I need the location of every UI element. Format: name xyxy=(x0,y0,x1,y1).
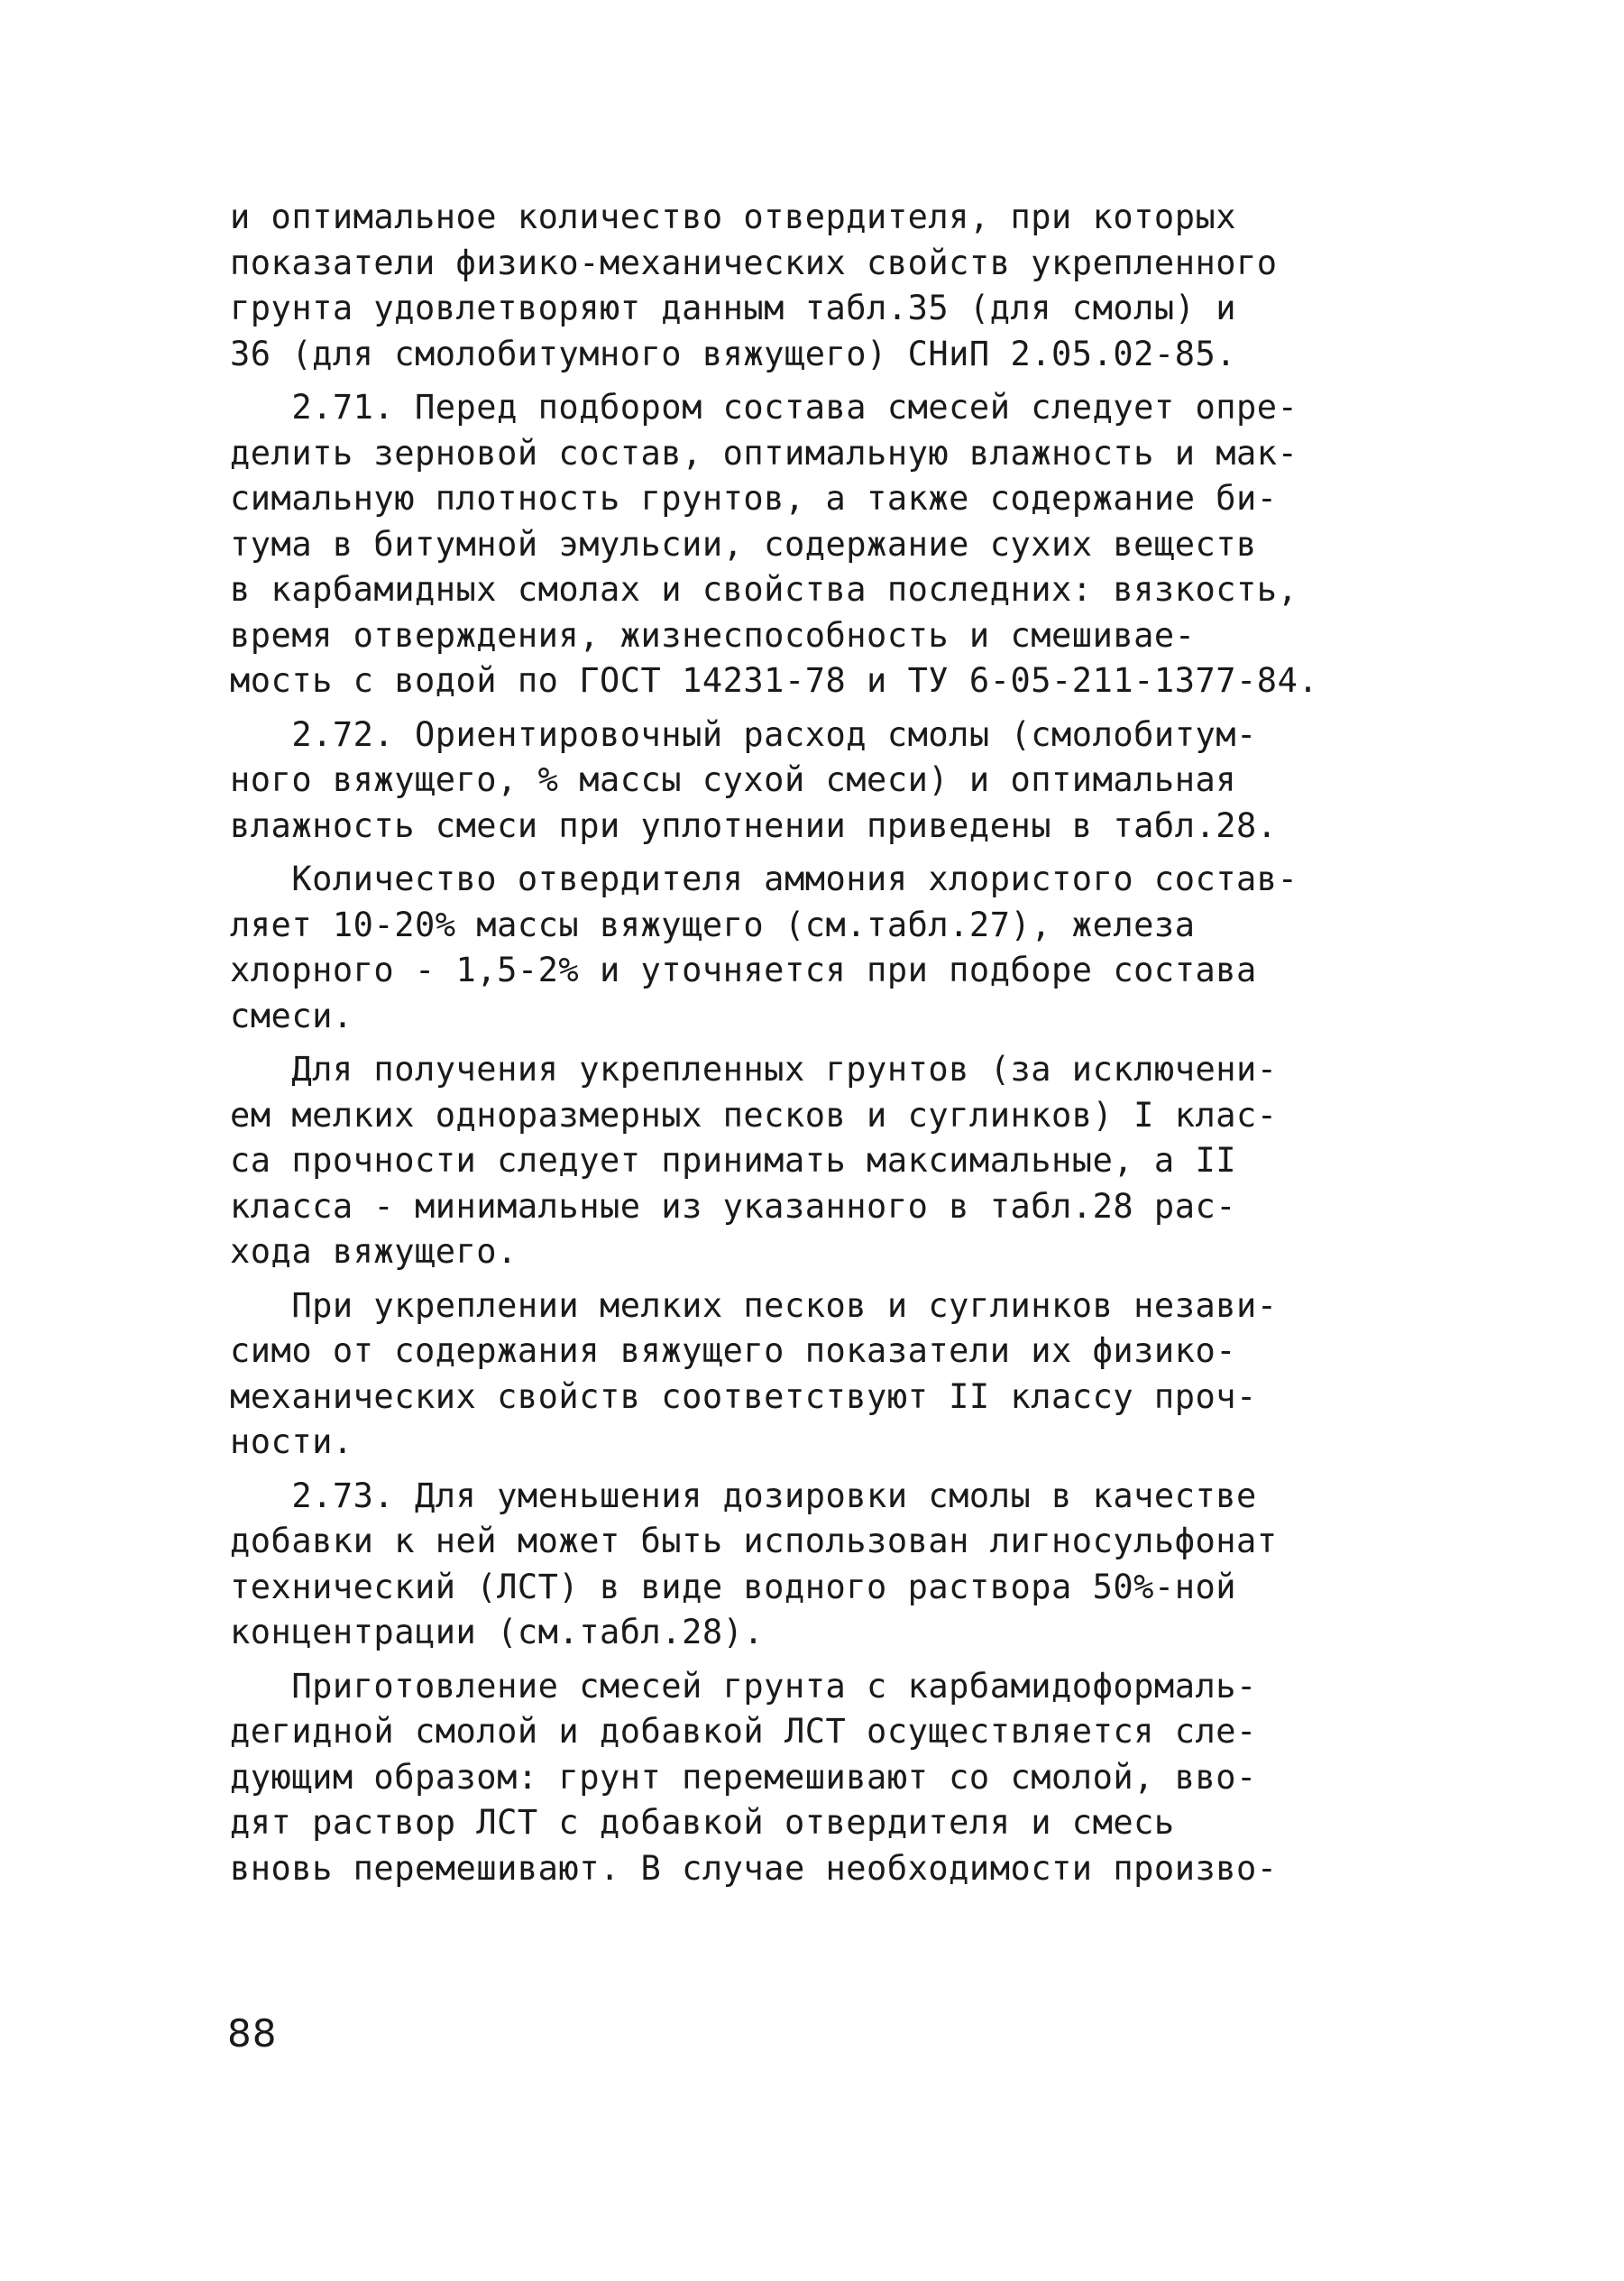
text-line: Приготовление смесей грунта с карбамидоформаль- xyxy=(230,1666,1257,1706)
paragraph-2-71 xyxy=(230,385,1429,704)
text-line: грунта удовлетворяют данным табл.35 (для смолы) и xyxy=(230,289,1237,327)
paragraph-2-72 xyxy=(230,713,1429,850)
paragraph-mix-preparation xyxy=(230,1664,1429,1892)
text-line: 2.72. Ориентировочный расход смолы (смолобитум- xyxy=(230,714,1257,754)
text-line: технический (ЛСТ) в виде водного раствора 50%-ной xyxy=(230,1567,1237,1606)
text-line: вновь перемешивают. В случае необходимости произво- xyxy=(230,1848,1278,1888)
text-line: концентрации (см.табл.28). xyxy=(230,1613,765,1651)
paragraph-hardener-amount xyxy=(230,857,1429,1039)
text-line: класса - минимальные из указанного в табл.28 рас- xyxy=(230,1186,1237,1226)
text-line: 2.73. Для уменьшения дозировки смолы в качестве xyxy=(230,1476,1257,1515)
text-line: и оптимальное количество отвердителя, при которых xyxy=(230,198,1237,236)
text-line: механических свойств соответствуют II классу проч- xyxy=(230,1376,1257,1416)
text-line: добавки к ней может быть использован лигносульфонат xyxy=(230,1522,1278,1560)
paragraph-strength-class xyxy=(230,1047,1429,1275)
text-line: хлорного - 1,5-2% и уточняется при подборе состава xyxy=(230,951,1257,989)
text-line: в карбамидных смолах и свойства последних: вязкость, xyxy=(230,570,1298,609)
paragraph-2-73 xyxy=(230,1474,1429,1656)
page-number: 88 xyxy=(227,2011,278,2056)
text-line: ляет 10-20% массы вяжущего (см.табл.27), железа xyxy=(230,905,1196,944)
text-line: показатели физико-механических свойств укрепленного xyxy=(230,243,1278,282)
text-line: 36 (для смолобитумного вяжущего) СНиП 2.05.02-85. xyxy=(230,334,1237,373)
body-text xyxy=(230,195,1429,1891)
text-line: тума в битумной эмульсии, содержание сухих веществ xyxy=(230,524,1257,564)
text-line: дующим образом: грунт перемешивают со смолой, вво- xyxy=(230,1757,1257,1797)
text-line: влажность смеси при уплотнении приведены в табл.28. xyxy=(230,805,1278,845)
text-line: хода вяжущего. xyxy=(230,1232,518,1271)
text-line: При укреплении мелких песков и суглинков незави- xyxy=(230,1285,1278,1325)
text-line: 2.71. Перед подбором состава смесей следует опре- xyxy=(230,388,1298,427)
text-line: ем мелких одноразмерных песков и суглинков) I клас- xyxy=(230,1095,1278,1135)
text-line: дят раствор ЛСТ с добавкой отвердителя и смесь xyxy=(230,1803,1175,1842)
text-line: ности. xyxy=(230,1422,353,1461)
text-line: делить зерновой состав, оптимальную влажность и мак- xyxy=(230,433,1298,473)
paragraph-continuation xyxy=(230,195,1429,377)
text-line: са прочности следует принимать максимальные, а II xyxy=(230,1141,1237,1180)
text-line: мость с водой по ГОСТ 14231-78 и ТУ 6-05-211-1377-84. xyxy=(230,661,1319,700)
text-line: смеси. xyxy=(230,996,353,1035)
text-line: симальную плотность грунтов, а также содержание би- xyxy=(230,479,1278,518)
text-line: Количество отвердителя аммония хлористого состав- xyxy=(230,860,1298,898)
text-line: ного вяжущего, % массы сухой смеси) и оптимальная xyxy=(230,760,1237,799)
text-line: симо от содержания вяжущего показатели их физико- xyxy=(230,1331,1237,1370)
paragraph-fine-sands xyxy=(230,1283,1429,1466)
text-line: Для получения укрепленных грунтов (за исключени- xyxy=(230,1050,1278,1089)
text-line: время отверждения, жизнеспособность и смешивае- xyxy=(230,615,1196,655)
text-line: дегидной смолой и добавкой ЛСТ осуществляется сле- xyxy=(230,1712,1257,1751)
